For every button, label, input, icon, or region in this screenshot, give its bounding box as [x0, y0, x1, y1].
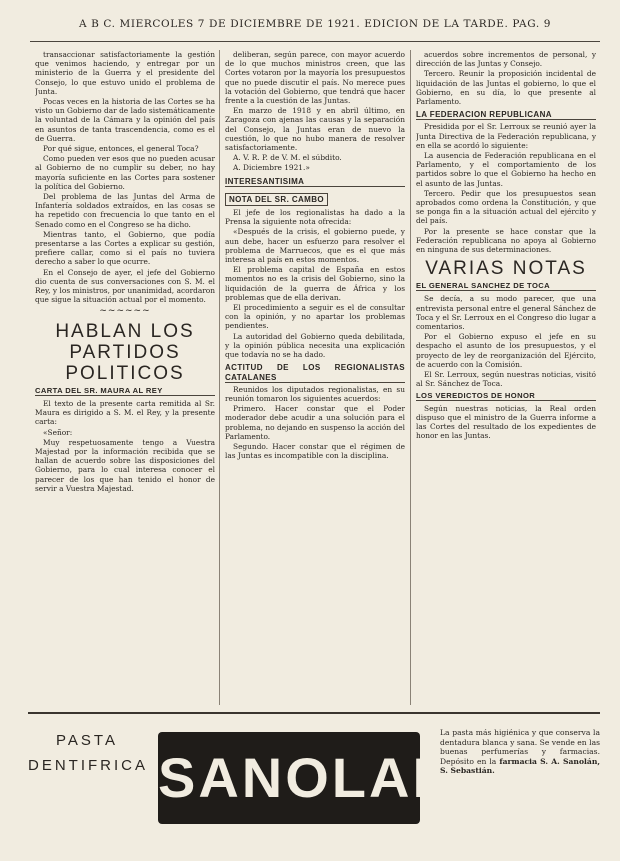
article-paragraph: «Después de la crisis, el gobierno puede, y aun debe, hacer un esfuerzo para resolver el problema de Marruecos, que es el que más interesa al país en estos momentos.	[225, 227, 405, 265]
ad-product-label	[28, 724, 146, 782]
article-paragraph: deliberan, según parece, con mayor acuerdo de lo que muchos ministros creen, que las Cortes votaron por la mayoría los presupuestos que no puede discutir el país. No merece pues la votación del Gobierno, que tendrá que hacer frente a la cuestión de las Juntas.	[225, 50, 405, 106]
ad-description-text: La pasta más higiénica y que conserva la dentadura blanca y sana. Se vende en las buenas perfumerías y farmacias. Depósito en la	[440, 728, 600, 766]
section-heading-interesantisima: INTERESANTISIMA	[225, 177, 405, 187]
advertisement-sanolan	[28, 712, 600, 842]
column-1	[35, 50, 215, 705]
article-paragraph: transaccionar satisfactoriamente la gestión que venimos haciendo, y entregar por un ministerio de la Guerra y el presidente del Consejo, lo que estuvo unido el problema de Junta.	[35, 50, 215, 96]
column-3	[416, 50, 596, 705]
section-heading-regionalistas: ACTITUD DE LOS REGIONALISTAS CATALANES	[225, 363, 405, 382]
subheading-carta-maura: CARTA DEL SR. MAURA AL REY	[35, 386, 215, 396]
column-rule	[410, 50, 411, 705]
subheading-sanchez-toca: EL GENERAL SANCHEZ DE TOCA	[416, 281, 596, 291]
article-paragraph: En el Consejo de ayer, el jefe del Gobierno dio cuenta de sus conversaciones con S. M. el Rey, y los ministros, por unanimidad, acordaron que sigue la situación actual por el momento.	[35, 267, 215, 305]
article-paragraph: A. Diciembre 1921.»	[233, 163, 310, 173]
section-heading-nota-cambo: NOTA DEL SR. CAMBO	[225, 193, 328, 206]
article-paragraph: En marzo de 1918 y en abril último, en Zaragoza con ajenas las causas y la separación del Consejo, la Juntas eran de nuevo la cuestión, lo que no hubo manera de resolver satisfactoriamente.	[225, 106, 405, 153]
article-paragraph: La ausencia de Federación republicana en el Parlamento, y el comportamiento de los partidos sobre lo que el Gobierno ha hecho en el asunto de las Juntas.	[416, 151, 596, 188]
article-paragraph: Pocas veces en la historia de las Cortes se ha visto un Gobierno dar de lado sistemáticamente la voluntad de la Cámara y la opinión del país en asuntos de tanta trascendencia, como es el de Guerra.	[35, 97, 215, 143]
headline-varias-notas: VARIAS NOTAS	[425, 258, 587, 280]
article-paragraph: acuerdos sobre incrementos de personal, y dirección de las Juntas y Consejo.	[416, 50, 596, 69]
article-paragraph: Como pueden ver esos que no pueden acusar al Gobierno de no cumplir su deber, no hay mayoría suficiente en las Cortes para sostener la política del Gobierno.	[35, 154, 215, 191]
subheading-veredictos: LOS VEREDICTOS DE HONOR	[416, 391, 596, 401]
ad-address: farmacia S. A. Sanolán, S. Sebastián.	[440, 756, 600, 776]
article-paragraph: Tercero. Pedir que los presupuestos sean aprobados como ordena la Constitución, y que se ponga fin a la situación actual del ejército y del país.	[416, 188, 596, 226]
article-paragraph: Presidida por el Sr. Lerroux se reunió ayer la Junta Directiva de la Federación republicana, y en ella se acordó lo siguiente:	[416, 122, 596, 150]
article-paragraph: El problema capital de España en estos momentos no es la crisis del Gobierno, sino la liquidación de la guerra de África y los problemas que de ella derivan.	[225, 265, 405, 302]
article-paragraph: A. V. R. P. de V. M. el súbdito.	[233, 153, 342, 163]
column-rule	[219, 50, 220, 705]
page-header: A B C. MIERCOLES 7 DE DICIEMBRE DE 1921. EDICION DE LA TARDE. PAG. 9	[30, 12, 600, 42]
article-paragraph: La autoridad del Gobierno queda debilitada, y la opinión pública necesita una explicación que todavía no se ha dado.	[225, 331, 405, 360]
ad-line-dentifrica: DENTIFRICA	[28, 757, 148, 774]
article-paragraph: Del problema de las Juntas del Arma de Infantería soldados extraídos, en las cosas se ha repetido con frecuencia lo que tanto en el Senado como en el Congreso se ha dicho.	[35, 192, 215, 229]
headline-partidos: HABLAN LOS PARTIDOS POLITICOS	[55, 320, 195, 384]
column-2	[225, 50, 405, 705]
article-paragraph: Por el Gobierno expuso el jefe en su despacho el asunto de los presupuestos, y el proyecto de ley de reorganización del Ejército, de acuerdo con la Comisión.	[416, 332, 596, 369]
ornament-divider: ~~~~~~	[99, 306, 151, 317]
article-paragraph: Primero. Hacer constar que el Poder moderador debe acudir a una solución para el problema, no dejando en suspenso la acción del Parlamento.	[225, 404, 405, 441]
article-paragraph: Reunidos los diputados regionalistas, en su reunión tomaron los siguientes acuerdos:	[225, 384, 405, 403]
article-paragraph: Segundo. Hacer constar que el régimen de las Juntas es incompatible con la disciplina.	[225, 441, 405, 461]
article-paragraph: El Sr. Lerroux, según nuestras noticias, visitó al Sr. Sánchez de Toca.	[416, 370, 596, 389]
article-paragraph: Según nuestras noticias, la Real orden dispuso que el ministro de la Guerra informe a las Cortes del resultado de los expedientes de honor en las Juntas.	[416, 403, 596, 441]
article-paragraph: Por la presente se hace constar que la Federación republicana no apoya al Gobierno en ninguna de sus determinaciones.	[416, 226, 596, 255]
ad-brand-logo: SANOLAN	[158, 732, 420, 824]
article-paragraph: «Señor:	[43, 427, 73, 437]
section-heading-federacion: LA FEDERACION REPUBLICANA	[416, 110, 596, 120]
article-paragraph: El texto de la presente carta remitida al Sr. Maura es dirigido a S. M. el Rey, y la presente carta:	[35, 398, 215, 427]
article-paragraph: Por qué sigue, entonces, el general Toca?	[43, 144, 199, 154]
article-paragraph: Muy respetuosamente tengo a Vuestra Majestad por la información recibida que se hallan de acuerdo sobre las disposiciones del Gobierno, para lo cual interesa conocer el parecer de los que han tenido el honor de servir a Vuestra Majestad.	[35, 437, 215, 493]
article-paragraph: El procedimiento a seguir es el de consultar con la opinión, y no apartar los problemas pendientes.	[225, 303, 405, 331]
article-paragraph: El jefe de los regionalistas ha dado a la Prensa la siguiente nota ofrecida:	[225, 208, 405, 227]
ad-line-pasta: PASTA	[56, 732, 118, 749]
article-paragraph: Mientras tanto, el Gobierno, que podía presentarse a las Cortes a explicar su gestión, prefiere callar, como si el país no tuviera derecho a saber lo que ocurre.	[35, 229, 215, 267]
ad-description	[440, 728, 600, 776]
article-paragraph: Se decía, a su modo parecer, que una entrevista personal entre el general Sánchez de Toca y el Sr. Lerroux en el Congreso dio lugar a comentarios.	[416, 294, 596, 332]
article-paragraph: Tercero. Reunir la proposición incidental de liquidación de las Juntas el gobierno, lo que el Gobierno, en su día, lo que presente al Parlamento.	[416, 69, 596, 107]
